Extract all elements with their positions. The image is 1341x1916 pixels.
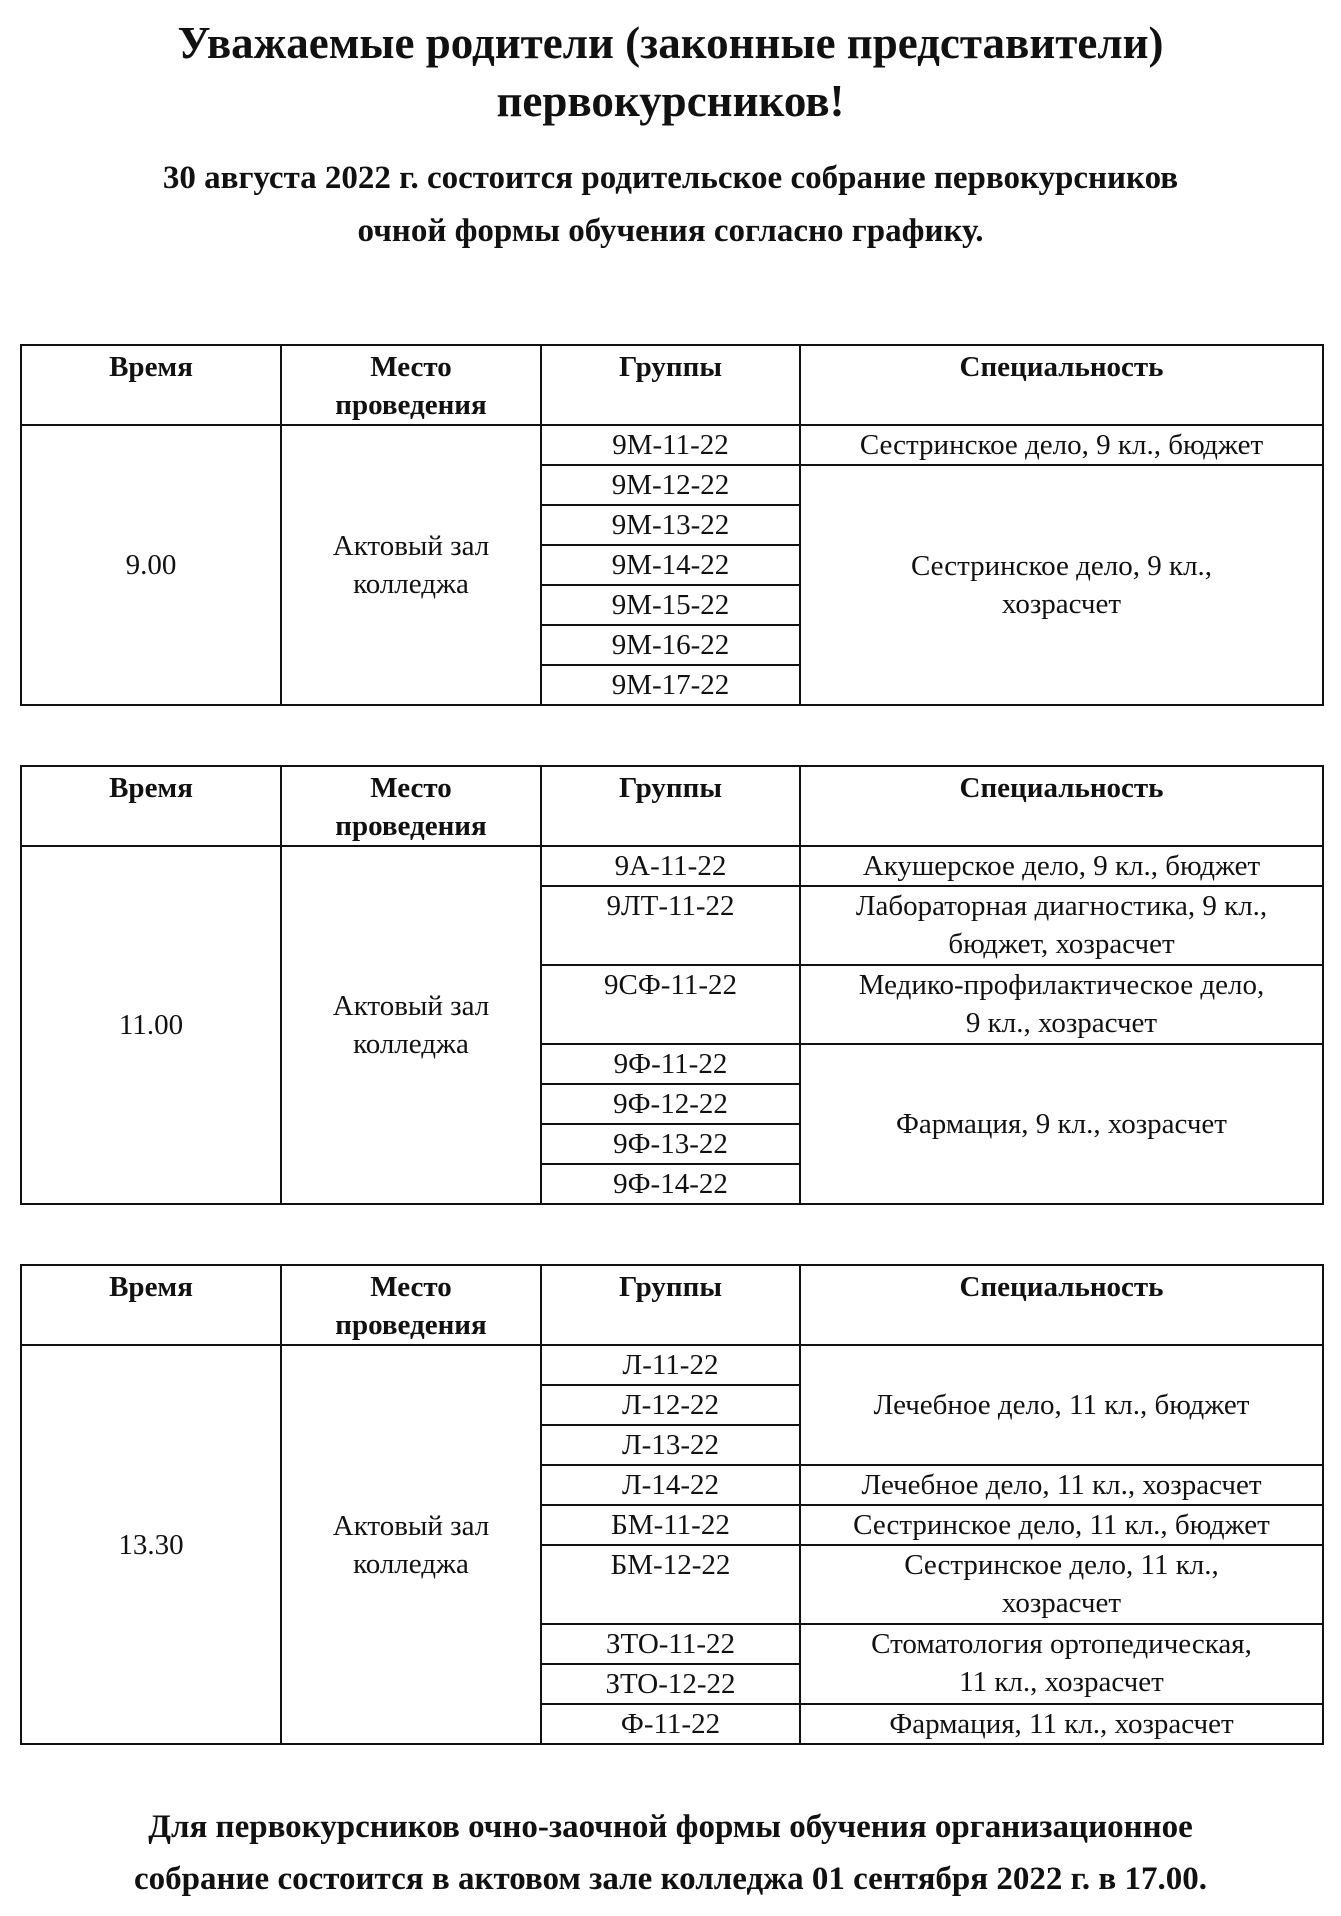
group-cell: 9А-11-22: [541, 846, 800, 886]
group-cell: 9ЛТ-11-22: [541, 886, 800, 965]
group-cell: 9М-11-22: [541, 425, 800, 465]
group-cell: 9Ф-11-22: [541, 1044, 800, 1084]
place-line1: Актовый зал: [332, 1509, 490, 1542]
group-cell: 9СФ-11-22: [541, 965, 800, 1044]
header-place-line1: Место: [370, 351, 452, 383]
announcement-line2: очной формы обучения согласно графику.: [357, 213, 984, 249]
table-row: [21, 846, 1323, 886]
header-time: Время: [21, 1265, 281, 1345]
group-cell: 9Ф-13-22: [541, 1124, 800, 1164]
group-cell: Л-12-22: [541, 1385, 800, 1425]
place-line2: колледжа: [353, 1547, 469, 1580]
specialty-line1: Сестринское дело, 9 кл.,: [910, 550, 1213, 582]
page-title: [0, 14, 1341, 130]
time-cell: 11.00: [21, 846, 281, 1204]
group-cell: БМ-12-22: [541, 1545, 800, 1624]
specialty-line2: хозрасчет: [1001, 1587, 1122, 1619]
place-cell: [281, 425, 541, 705]
group-cell: Л-11-22: [541, 1345, 800, 1385]
table-header-row: [21, 345, 1323, 425]
page-title-line1: Уважаемые родители (законные представители): [177, 18, 1164, 68]
header-groups: Группы: [541, 345, 800, 425]
specialty-cell: [800, 965, 1323, 1044]
specialty-cell: Лечебное дело, 11 кл., хозрасчет: [800, 1465, 1323, 1505]
group-cell: Ф-11-22: [541, 1704, 800, 1744]
announcement: [0, 152, 1341, 258]
header-place: [281, 1265, 541, 1345]
table-row: [21, 1345, 1323, 1385]
header-place-line2: проведения: [335, 389, 487, 421]
group-cell: 9Ф-14-22: [541, 1164, 800, 1204]
group-cell: Л-14-22: [541, 1465, 800, 1505]
specialty-cell: Фармация, 9 кл., хозрасчет: [800, 1044, 1323, 1204]
specialty-cell: Фармация, 11 кл., хозрасчет: [800, 1704, 1323, 1744]
specialty-line2: 11 кл., хозрасчет: [959, 1666, 1164, 1698]
time-cell: 13.30: [21, 1345, 281, 1744]
footer-note: [0, 1801, 1341, 1905]
specialty-cell: Акушерское дело, 9 кл., бюджет: [800, 846, 1323, 886]
group-cell: 9М-15-22: [541, 585, 800, 625]
place-line2: колледжа: [353, 1028, 469, 1060]
header-place-line2: проведения: [335, 810, 487, 842]
header-place: [281, 766, 541, 846]
group-cell: 9М-13-22: [541, 505, 800, 545]
specialty-cell: [800, 886, 1323, 965]
table-row: [21, 425, 1323, 465]
specialty-cell: Лечебное дело, 11 кл., бюджет: [800, 1345, 1323, 1465]
announcement-line1: 30 августа 2022 г. состоится родительское собрание первокурсников: [162, 160, 1179, 196]
schedule-table-900: [20, 344, 1324, 706]
group-cell: 9М-16-22: [541, 625, 800, 665]
specialty-line1: Сестринское дело, 11 кл.,: [904, 1549, 1219, 1581]
header-place-line1: Место: [370, 772, 452, 804]
header-place-line2: проведения: [335, 1309, 487, 1341]
header-groups: Группы: [541, 766, 800, 846]
specialty-cell: [800, 1624, 1323, 1704]
specialty-cell: Сестринское дело, 9 кл., бюджет: [800, 425, 1323, 465]
header-place: [281, 345, 541, 425]
specialty-cell: [800, 1545, 1323, 1624]
place-line1: Актовый зал: [332, 530, 490, 562]
header-time: Время: [21, 345, 281, 425]
group-cell: ЗТО-12-22: [541, 1664, 800, 1704]
specialty-line1: Лабораторная диагностика, 9 кл.,: [855, 890, 1268, 922]
table-header-row: [21, 766, 1323, 846]
place-line2: колледжа: [353, 568, 469, 600]
group-cell: 9М-12-22: [541, 465, 800, 505]
header-specialty: Специальность: [800, 1265, 1323, 1345]
specialty-line1: Медико-профилактическое дело,: [858, 969, 1265, 1001]
group-cell: 9М-14-22: [541, 545, 800, 585]
group-cell: БМ-11-22: [541, 1505, 800, 1545]
specialty-cell: Сестринское дело, 11 кл., бюджет: [800, 1505, 1323, 1545]
place-line1: Актовый зал: [332, 990, 490, 1022]
specialty-line2: бюджет, хозрасчет: [948, 928, 1175, 960]
specialty-line2: 9 кл., хозрасчет: [965, 1007, 1158, 1039]
group-cell: Л-13-22: [541, 1425, 800, 1465]
specialty-line2: хозрасчет: [1001, 588, 1122, 620]
group-cell: 9Ф-12-22: [541, 1084, 800, 1124]
place-cell: [281, 846, 541, 1204]
specialty-line1: Стоматология ортопедическая,: [871, 1628, 1252, 1660]
specialty-cell: [800, 465, 1323, 705]
footer-line2: собрание состоится в актовом зале колледжа 01 сентября 2022 г. в 17.00.: [134, 1861, 1207, 1897]
group-cell: 9М-17-22: [541, 665, 800, 705]
time-cell: 9.00: [21, 425, 281, 705]
header-time: Время: [21, 766, 281, 846]
header-place-line1: Место: [370, 1271, 452, 1303]
header-groups: Группы: [541, 1265, 800, 1345]
group-cell: ЗТО-11-22: [541, 1624, 800, 1664]
place-cell: [281, 1345, 541, 1744]
table-header-row: [21, 1265, 1323, 1345]
footer-line1: Для первокурсников очно-заочной формы обучения организационное: [148, 1809, 1193, 1845]
header-specialty: Специальность: [800, 345, 1323, 425]
schedule-table-1330: [20, 1264, 1324, 1745]
schedule-table-1100: [20, 765, 1324, 1205]
header-specialty: Специальность: [800, 766, 1323, 846]
page-title-line2: первокурсников!: [496, 76, 845, 126]
